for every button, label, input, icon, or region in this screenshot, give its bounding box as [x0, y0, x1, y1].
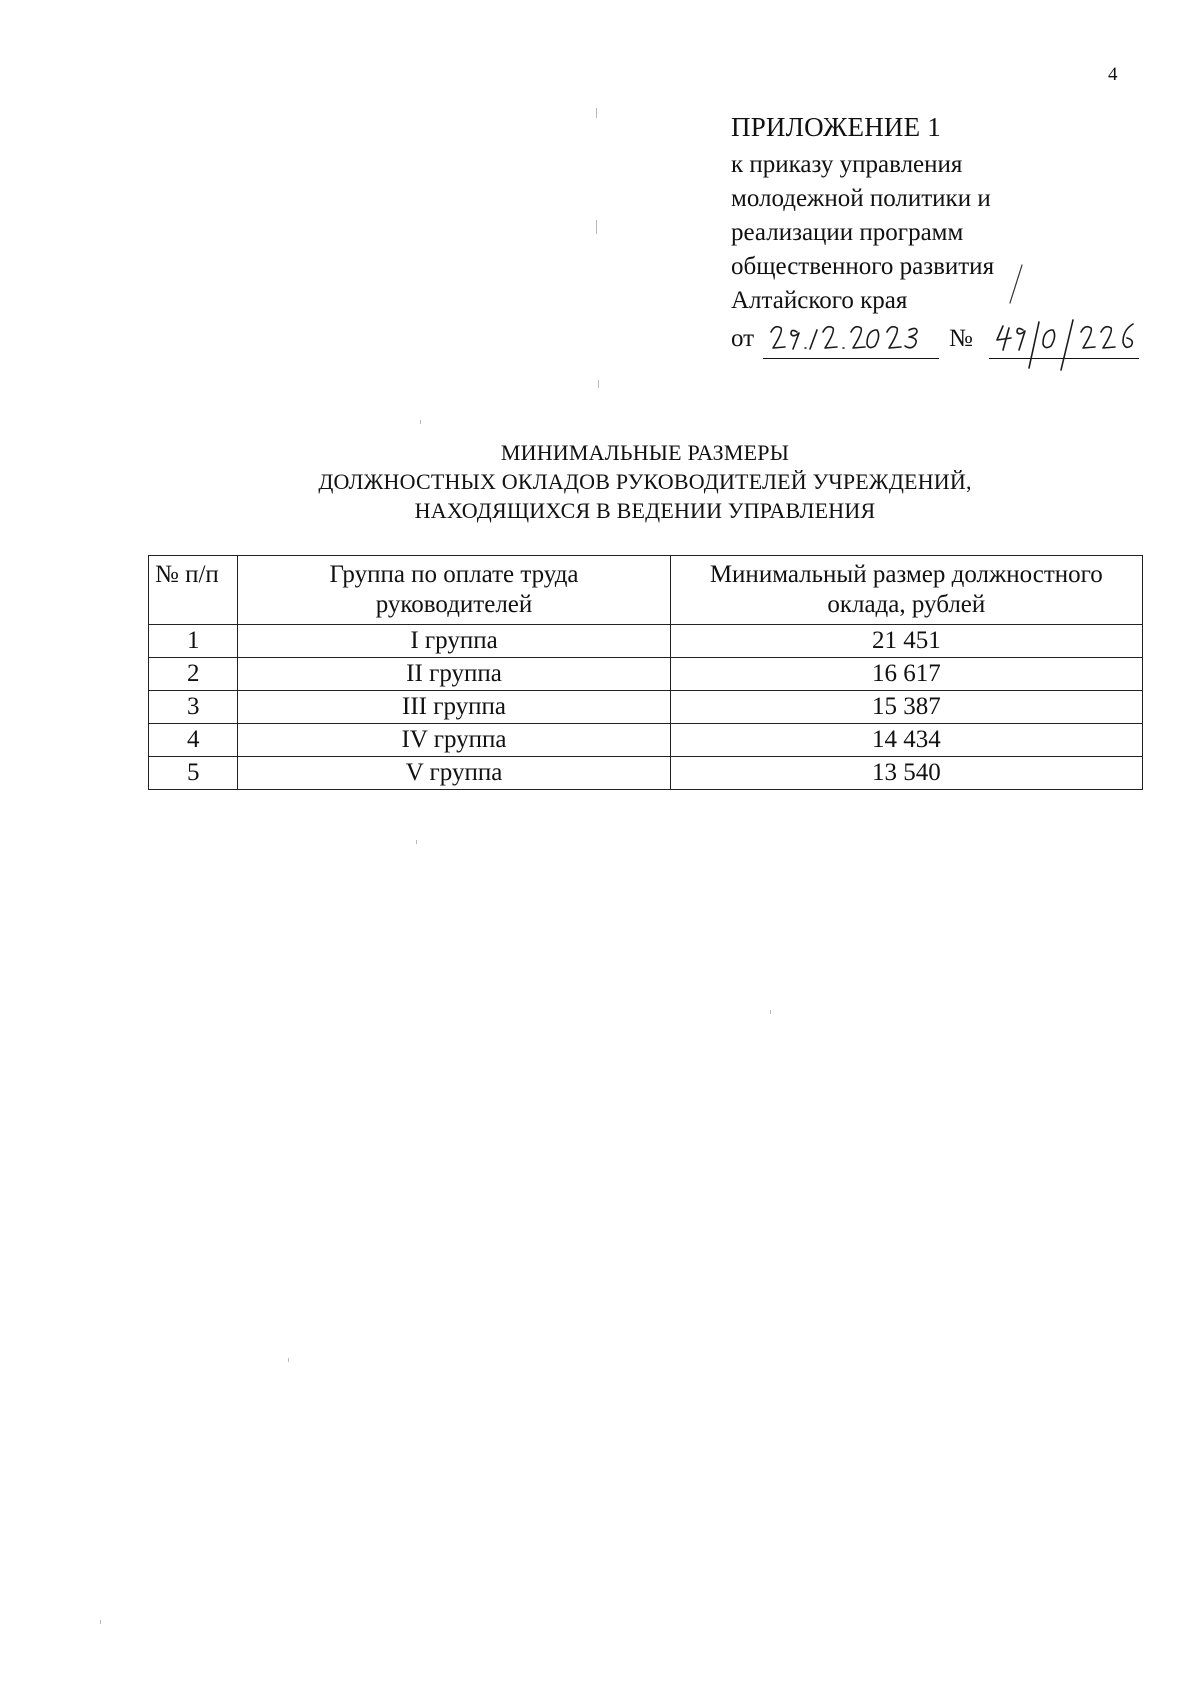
date-prefix: от — [731, 325, 755, 352]
row-salary: 13 540 — [670, 757, 1142, 790]
scan-artifact — [100, 1620, 101, 1624]
table-header-row — [149, 556, 1143, 625]
header-salary — [670, 556, 1142, 625]
header-num: № п/п — [149, 556, 238, 625]
appendix-line-4: общественного развития — [731, 253, 995, 280]
appendix-block — [731, 110, 1171, 362]
row-salary: 15 387 — [670, 691, 1142, 724]
row-group: IV группа — [238, 724, 670, 757]
header-group-line-2: руководителей — [375, 591, 533, 618]
row-group: I группа — [238, 625, 670, 658]
page-number: 4 — [1108, 64, 1118, 85]
table-row — [149, 691, 1143, 724]
header-salary-line-2: оклада, рублей — [827, 591, 986, 618]
heading-line-1: МИНИМАЛЬНЫЕ РАЗМЕРЫ — [500, 440, 790, 465]
appendix-line-1: к приказу управления — [731, 151, 963, 178]
header-group — [238, 556, 670, 625]
header-salary-line-1: Минимальный размер должностного — [709, 561, 1103, 588]
row-num: 1 — [149, 625, 238, 658]
order-reference-line — [731, 322, 1171, 362]
appendix-title: ПРИЛОЖЕНИЕ 1 — [731, 112, 941, 142]
row-num: 3 — [149, 691, 238, 724]
row-num: 2 — [149, 658, 238, 691]
table-row — [149, 724, 1143, 757]
row-group: III группа — [238, 691, 670, 724]
row-group: II группа — [238, 658, 670, 691]
scan-artifact — [770, 1010, 771, 1014]
document-heading — [150, 438, 1140, 525]
heading-line-3: НАХОДЯЩИХСЯ В ВЕДЕНИИ УПРАВЛЕНИЯ — [414, 498, 876, 523]
row-salary: 16 617 — [670, 658, 1142, 691]
appendix-line-3: реализации программ — [731, 219, 964, 246]
heading-line-2: ДОЛЖНОСТНЫХ ОКЛАДОВ РУКОВОДИТЕЛЕЙ УЧРЕЖДЕНИЙ, — [318, 469, 972, 494]
row-salary: 14 434 — [670, 724, 1142, 757]
handwritten-date — [763, 328, 939, 359]
table-row — [149, 757, 1143, 790]
scan-artifact — [596, 108, 597, 118]
salary-table — [148, 555, 1143, 790]
row-num: 5 — [149, 757, 238, 790]
appendix-line-2: молодежной политики и — [731, 185, 991, 212]
table-row — [149, 658, 1143, 691]
scan-artifact — [288, 1358, 289, 1362]
appendix-line-5: Алтайского края — [731, 287, 908, 314]
header-group-line-1: Группа по оплате труда — [329, 561, 579, 588]
scan-artifact — [420, 420, 421, 424]
scan-artifact — [416, 840, 417, 844]
row-group: V группа — [238, 757, 670, 790]
number-prefix: № — [949, 325, 973, 352]
scan-artifact — [596, 220, 597, 234]
table-row — [149, 625, 1143, 658]
scan-artifact — [598, 380, 599, 388]
signature-stroke — [1000, 263, 1030, 383]
row-num: 4 — [149, 724, 238, 757]
row-salary: 21 451 — [670, 625, 1142, 658]
handwritten-date-svg — [763, 318, 939, 358]
